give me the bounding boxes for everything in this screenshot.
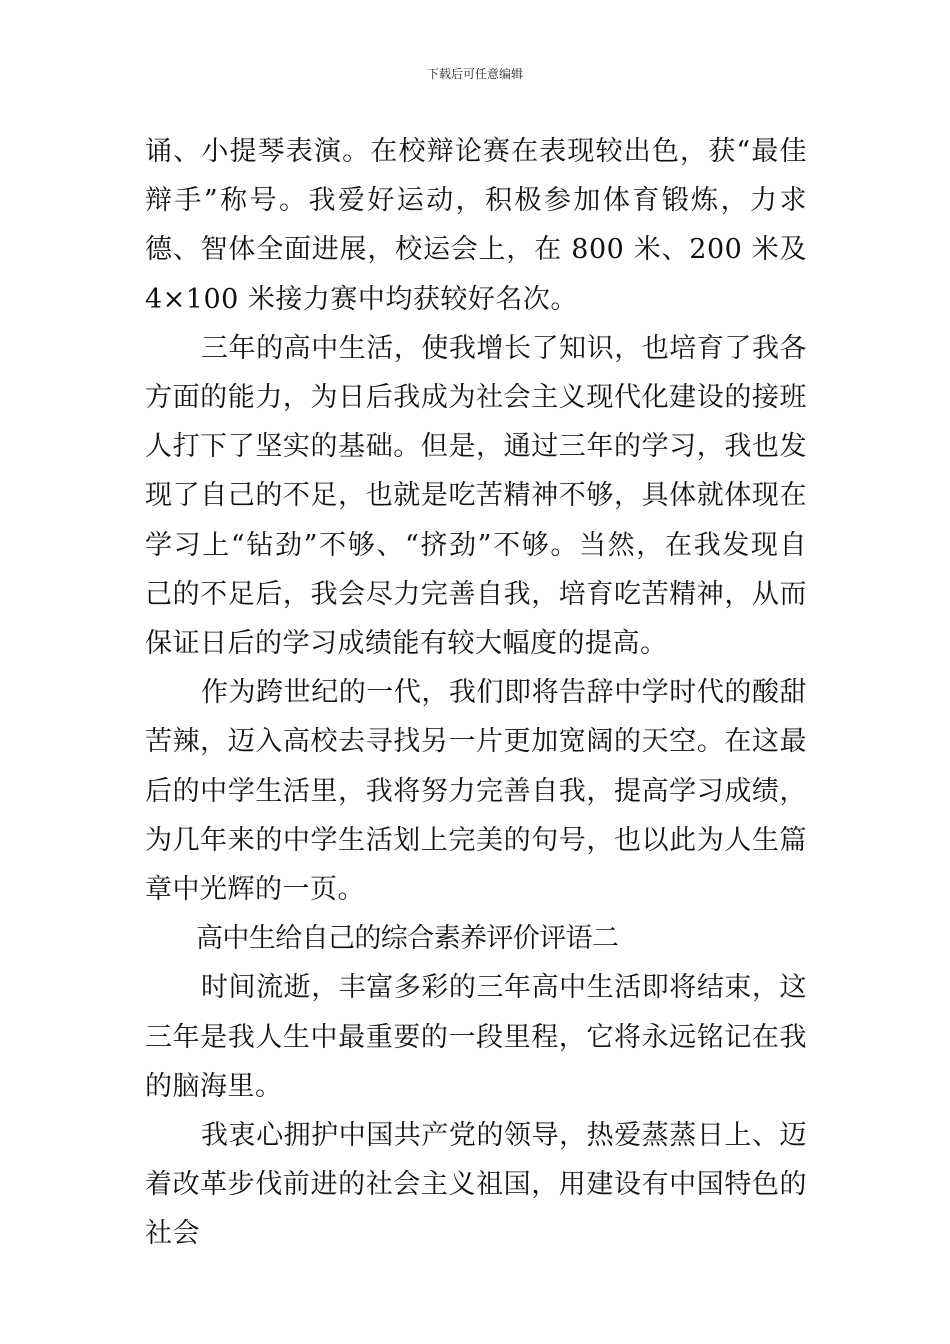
document-body [145, 127, 807, 1259]
paragraph-three-years: 三年的高中生活，使我增长了知识，也培育了我各方面的能力，为日后我成为社会主义现代化建设的接班人打下了坚实的基础。但是，通过三年的学习，我也发现了自己的不足，也就是吃苦精神不够，具体就体现在学习上“钻劲”不够、“挤劲”不够。当然，在我发现自己的不足后，我会尽力完善自我，培育吃苦精神，从而保证日后的学习成绩能有较大幅度的提高。 [145, 332, 807, 660]
paragraph-support-party: 我衷心拥护中国共产党的领导，热爱蒸蒸日上、迈着改革步伐前进的社会主义祖国，用建设有中国特色的社会 [145, 1120, 807, 1250]
section-heading: 高中生给自己的综合素养评价评语二 [196, 923, 619, 955]
paragraph-new-generation: 作为跨世纪的一代，我们即将告辞中学时代的酸甜苦辣，迈入高校去寻找另一片更加宽阔的天空。在这最后的中学生活里，我将努力完善自我，提高学习成绩，为几年来的中学生活划上完美的句号，也以此为人生篇章中光辉的一页。 [145, 677, 807, 906]
paragraph-achievements: 诵、小提琴表演。在校辩论赛在表现较出色，获“最佳辩手”称号。我爱好运动，积极参加体育锻炼，力求德、智体全面进展，校运会上，在 800 米、200 米及 4×100 米接力赛中均获较好名次。 [145, 136, 807, 315]
paragraph-time-passing: 时间流逝，丰富多彩的三年高中生活即将结束，这三年是我人生中最重要的一段里程，它将永远铭记在我的脑海里。 [145, 972, 807, 1102]
page-header: 下载后可任意编辑 [426, 67, 523, 81]
